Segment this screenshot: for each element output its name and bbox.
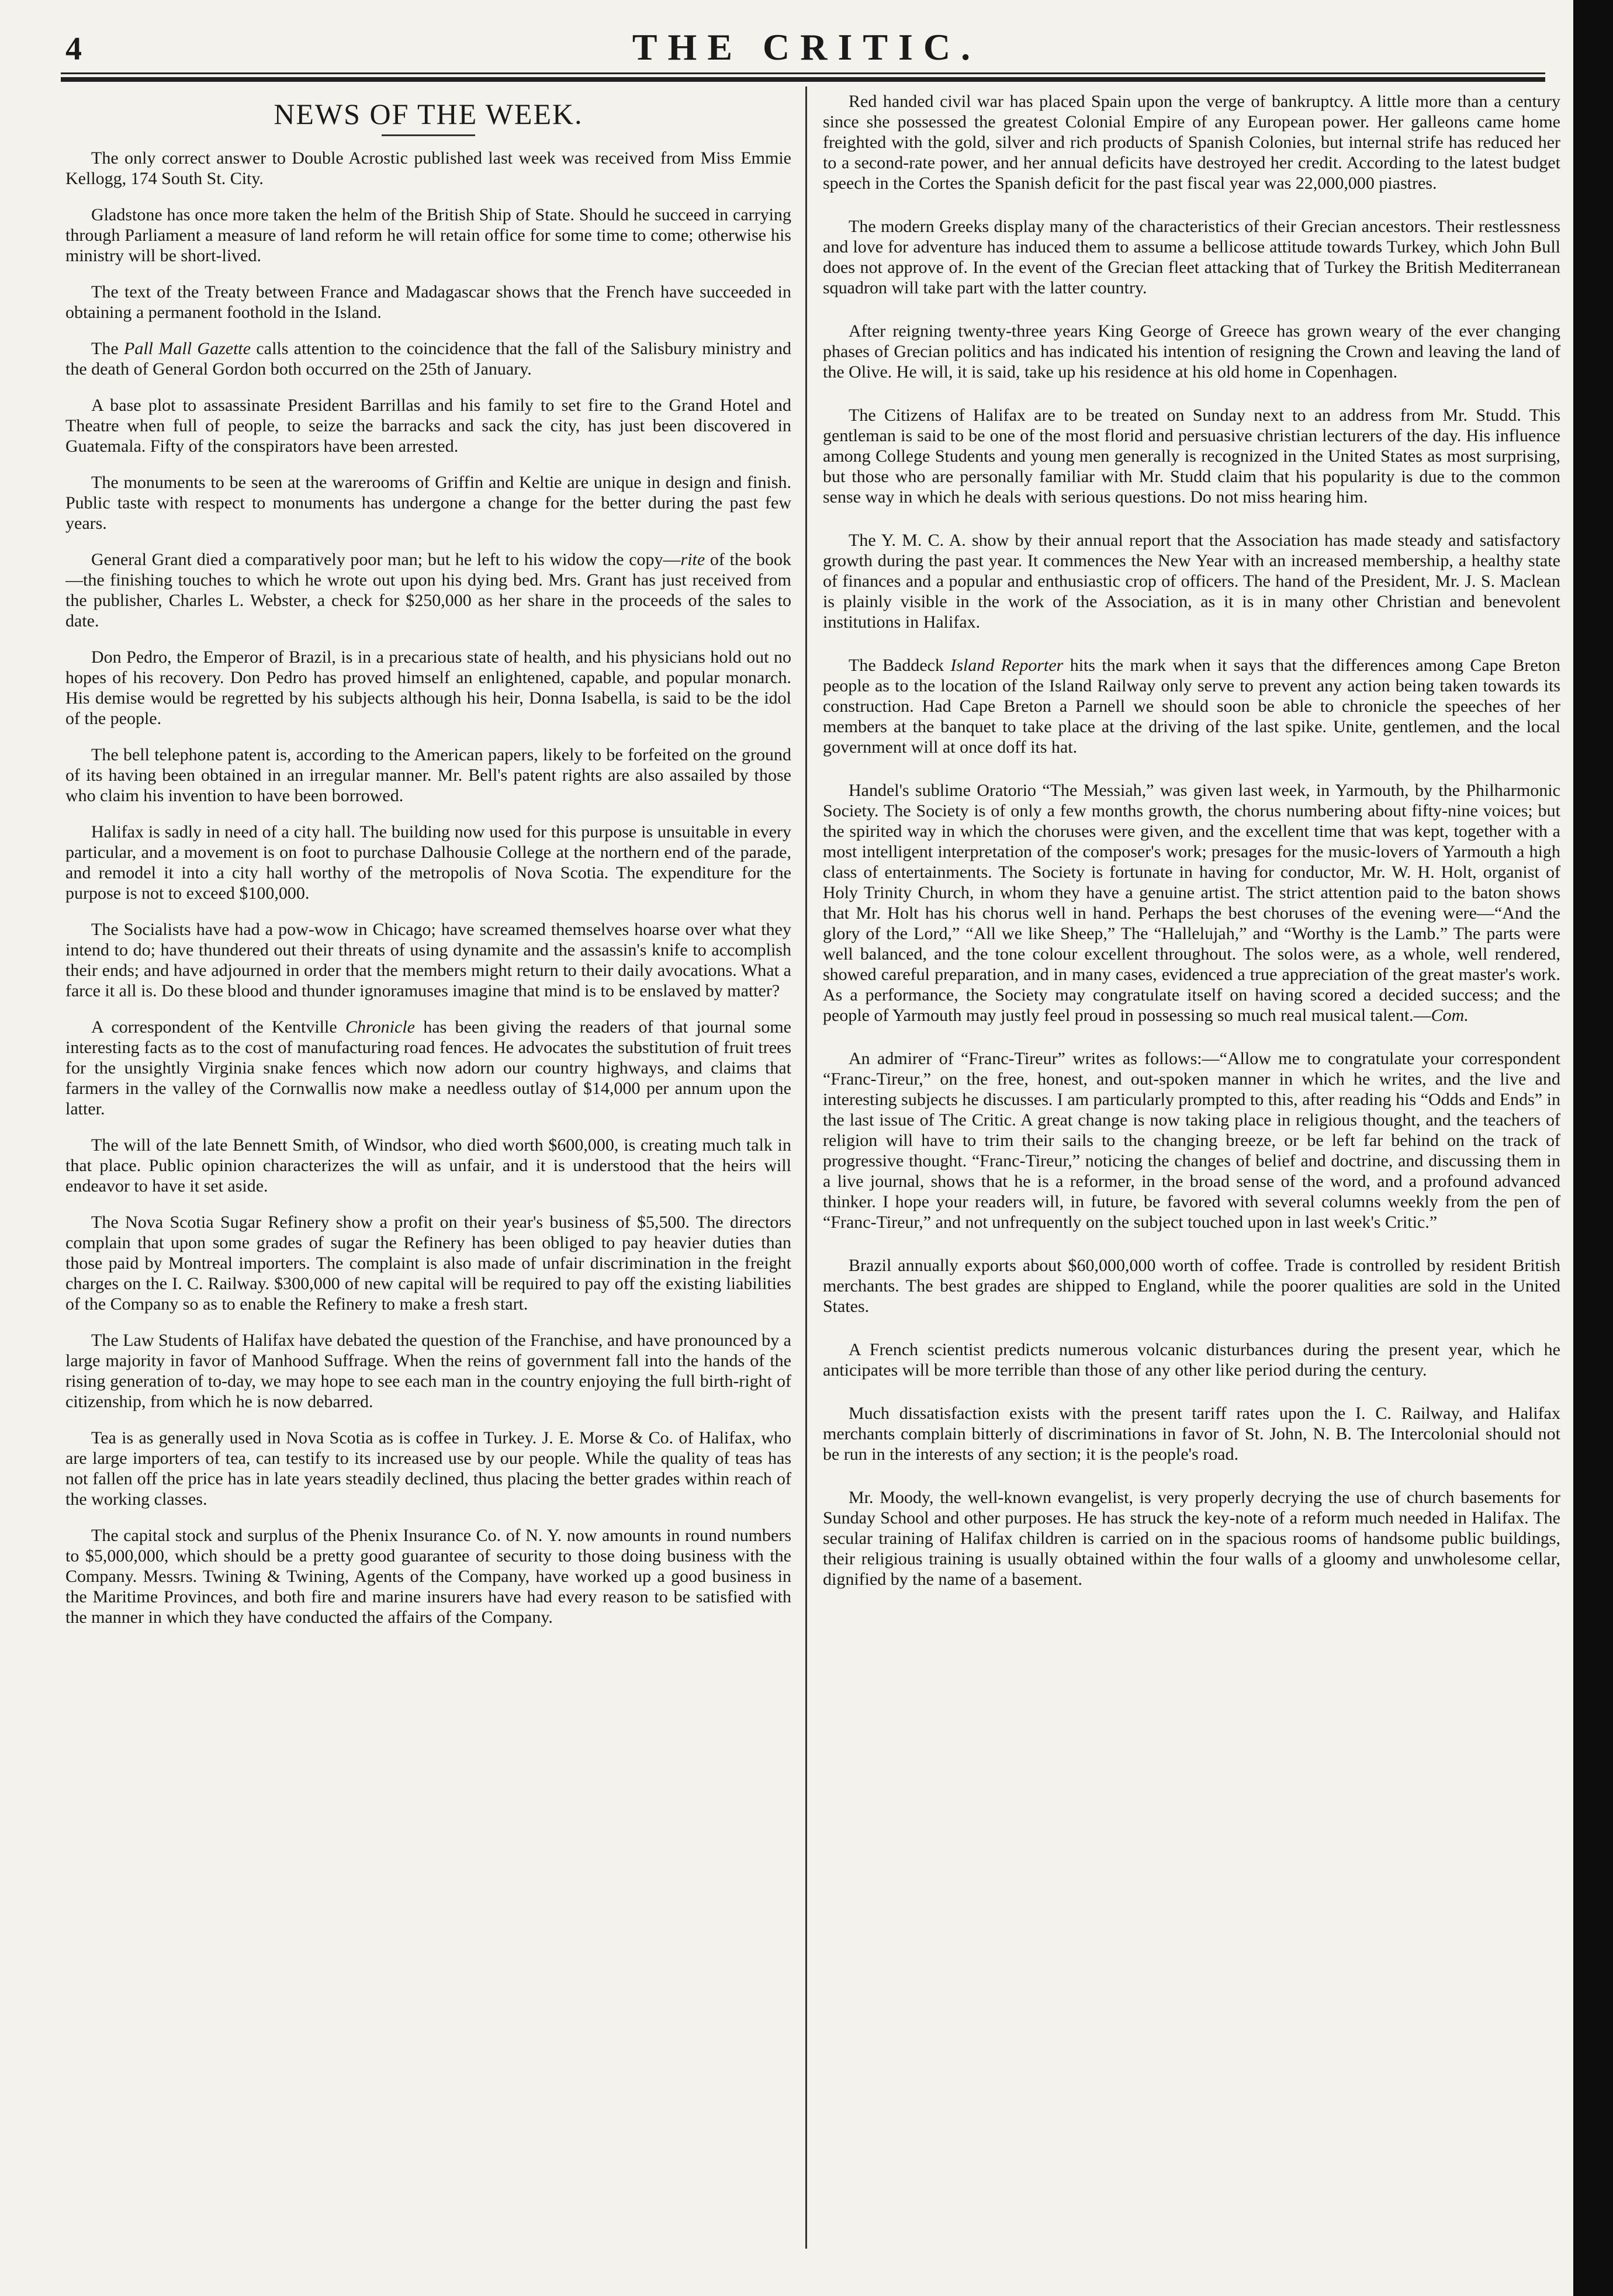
news-item-text: Handel's sublime Oratorio “The Messiah,” was given last week, in Yarmouth, by the Philharmonic Society. The Society is of only a few months growth, the chorus numbering about fifty-nine voices; but the spirited way in which the choruses were given, and the excellent time that was kept, together with a most intelligent interpretation of the composer's work; presages for the music-lovers of Yarmouth a high class of entertainments. The Society is fortunate in having for conductor, Mr. W. H. Holt, organist of Holy Trinity Church, in whom they have a genuine artist. The strict attention paid to the baton shows that Mr. Holt has his chorus well in hand. Perhaps the best choruses of the evening were—“And the glory of the Lord,” “All we like Sheep,” The “Hallelujah,” and “Worthy is the Lamb.” The parts were well balanced, and the tone colour excellent throughout. The solos were, as a whole, well rendered, showed careful preparation, and in many cases, evidenced a true appreciation of the great master's work. As a performance, the Society may congratulate itself on having scored a decided success; and the people of Yarmouth may justly feel proud in possessing so much real musical talent.— [823, 781, 1560, 1025]
news-item-text: calls attention to the coincidence that the fall of the Salisbury ministry and the death of General Gordon both occurred on the 25th of January. [65, 339, 791, 379]
news-item: The will of the late Bennett Smith, of Windsor, who died worth $600,000, is creating much talk in that place. Public opinion characterizes the will as unfair, and it is understood that the heirs will endeavor to have it set aside. [65, 1135, 791, 1196]
news-item: The capital stock and surplus of the Phenix Insurance Co. of N. Y. now amounts in round numbers to $5,000,000, which should be a pretty good guarantee of security to those doing business with the Company. Messrs. Twining & Twining, Agents of the Company, have worked up a good business in the Maritime Provinces, and both fire and marine insurers have had every reason to be satisfied with the manner in which they have conducted the affairs of the Company. [65, 1526, 791, 1627]
news-item [65, 549, 791, 631]
news-item [65, 1017, 791, 1119]
news-item: The Socialists have had a pow-wow in Chicago; have screamed themselves hoarse over what they intend to do; have thundered out their threats of using dynamite and the assassin's knife to accomplish their ends; and have adjourned in order that the members might return to their daily avocations. What a farce it all is. Do these blood and thunder ignoramuses imagine that mind is to be enslaved by matter? [65, 920, 791, 1000]
news-item: The bell telephone patent is, according to the American papers, likely to be forfeited on the ground of its having been obtained in an irregular manner. Mr. Bell's patent rights are also assailed by those who claim his invention to have been borrowed. [65, 745, 791, 805]
news-item-text: The Baddeck [849, 656, 951, 675]
news-item-text: The [91, 339, 124, 358]
news-item [823, 655, 1560, 757]
publication-title: THE CRITIC. [632, 26, 981, 68]
scan-edge-border [1573, 0, 1613, 2296]
news-item: The Citizens of Halifax are to be treated on Sunday next to an address from Mr. Studd. This gentleman is said to be one of the most florid and persuasive christian lecturers of the day. His influence among College Students and young men generally is recognized in the United States as most surprising, but those who are personally familiar with Mr. Studd claim that his popularity is due to the common sense way in which he deals with serious questions. Do not miss hearing him. [823, 406, 1560, 507]
italic-title: Island Reporter [950, 656, 1064, 675]
left-news-items [65, 148, 791, 1627]
news-item [823, 780, 1560, 1026]
masthead-rule-thick [61, 77, 1545, 82]
news-item: Don Pedro, the Emperor of Brazil, is in a precarious state of health, and his physicians hold out no hopes of his recovery. Don Pedro has proved himself an enlightened, capable, and popular monarch. His demise would be regretted by his subjects although his heir, Donna Isabella, is said to be the idol of the people. [65, 647, 791, 728]
news-item: The Law Students of Halifax have debated the question of the Franchise, and have pronounced by a large majority in favor of Manhood Suffrage. When the reins of government fall into the hands of the rising generation of to-day, we may hope to see each man in the country enjoying the full birth-right of citizenship, from which he is now debarred. [65, 1331, 791, 1411]
news-item: A base plot to assassinate President Barrillas and his family to set fire to the Grand Hotel and Theatre when full of people, to seize the barracks and sack the city, has just been discovered in Guatemala. Fifty of the conspirators have been arrested. [65, 396, 791, 456]
news-item: An admirer of “Franc-Tireur” writes as follows:—“Allow me to congratulate your correspondent “Franc-Tireur,” on the free, honest, and out-spoken manner in which he writes, and the live and interesting subjects he discusses. I am particularly prompted to this, after reading his “Odds and Ends” in the last issue of The Critic. A great change is now taking place in religious thought, and the teachers of religion will have to trim their sails to the changing breeze, or be left far behind on the track of progressive thought. “Franc-Tireur,” noticing the changes of belief and doctrine, and discussing them in a live journal, shows that he is a reformer, in the broad sense of the word, and a profound advanced thinker. I hope your readers will, in future, be favored with several columns weekly from the pen of “Franc-Tireur,” and not unfrequently on the subject touched upon in last week's Critic.” [823, 1049, 1560, 1232]
page-number: 4 [65, 31, 82, 67]
news-item: Mr. Moody, the well-known evangelist, is very properly decrying the use of church basements for Sunday School and other purposes. He has struck the key-note of a reform much needed in Halifax. The secular training of Halifax children is carried on in the spacious rooms of handsome public buildings, their religious training is usually obtained within the four walls of a gloomy and unwholesome cellar, dignified by the name of a basement. [823, 1488, 1560, 1589]
italic-title: Pall Mall Gazette [124, 339, 251, 358]
news-item: The only correct answer to Double Acrostic published last week was received from Miss Emmie Kellogg, 174 South St. City. [65, 148, 791, 188]
news-item [65, 338, 791, 379]
news-item: Gladstone has once more taken the helm of the British Ship of State. Should he succeed in carrying through Parliament a measure of land reform he will retain office for some time to come; otherwise his ministry will be short-lived. [65, 205, 791, 265]
news-item: After reigning twenty-three years King George of Greece has grown weary of the ever changing phases of Grecian politics and has indicated his intention of resigning the Crown and leaving the land of the Olive. He will, it is said, take up his residence at his old home in Copenhagen. [823, 321, 1560, 382]
news-item-text: A correspondent of the Kentville [91, 1017, 346, 1037]
news-item-text: has been giving the readers of that journal some interesting facts as to the cost of manufacturing road fences. He advocates the substitution of fruit trees for the unsightly Virginia snake fences which now adorn our country highways, and claims that farmers in the valley of the Cornwallis now make a needless outlay of $14,000 per annum upon the latter. [65, 1017, 791, 1118]
news-item-text: General Grant died a comparatively poor man; but he left to his widow the copy— [91, 550, 681, 569]
section-heading: NEWS OF THE WEEK. [274, 98, 583, 130]
news-item: Tea is as generally used in Nova Scotia as is coffee in Turkey. J. E. Morse & Co. of Halifax, who are large importers of tea, can testify to its increased use by our people. While the quality of teas has not fallen off the price has in late years steadily declined, thus placing the better grades within reach of the working classes. [65, 1428, 791, 1509]
column-divider [805, 86, 807, 2249]
news-item: Red handed civil war has placed Spain upon the verge of bankruptcy. A little more than a century since she possessed the greatest Colonial Empire of any European power. Her galleons came home freighted with the gold, silver and rich products of Spanish Colonies, but internal strife has reduced her to a second-rate power, and her annual deficits have destroyed her credit. According to the latest budget speech in the Cortes the Spanish deficit for the past fiscal year was 22,000,000 piastres. [823, 92, 1560, 193]
italic-title: rite [680, 550, 705, 569]
news-item: Halifax is sadly in need of a city hall. The building now used for this purpose is unsuitable in every particular, and a movement is on foot to purchase Dalhousie College at the northern end of the parade, and remodel it into a city hall worthy of the metropolis of Nova Scotia. The expenditure for the purpose is not to exceed $100,000. [65, 822, 791, 903]
news-item: The monuments to be seen at the warerooms of Griffin and Keltie are unique in design and finish. Public taste with respect to monuments has undergone a change for the better during the past few years. [65, 473, 791, 533]
news-item: Brazil annually exports about $60,000,000 worth of coffee. Trade is controlled by resident British merchants. The best grades are shipped to England, while the poorer qualities are sold in the United States. [823, 1256, 1560, 1316]
news-item: Much dissatisfaction exists with the present tariff rates upon the I. C. Railway, and Halifax merchants complain bitterly of discriminations in favor of St. John, N. B. The Intercolonial should not be run in the interests of any section; it is the people's road. [823, 1404, 1560, 1464]
news-item: The text of the Treaty between France and Madagascar shows that the French have succeeded in obtaining a permanent foothold in the Island. [65, 282, 791, 322]
heading-rule [382, 134, 475, 136]
left-column [65, 91, 791, 2265]
italic-title: Com. [1431, 1006, 1469, 1025]
news-item: The Y. M. C. A. show by their annual report that the Association has made steady and satisfactory growth during the past year. It commences the New Year with an increased membership, a healthy state of finances and a popular and enthusiastic crop of officers. The hand of the President, Mr. J. S. Maclean is plainly visible in the work of the Association, as it is in many other Christian and benevolent institutions in Halifax. [823, 531, 1560, 632]
news-item: A French scientist predicts numerous volcanic disturbances during the present year, which he anticipates will be more terrible than those of any other like period during the century. [823, 1340, 1560, 1380]
news-item: The modern Greeks display many of the characteristics of their Grecian ancestors. Their restlessness and love for adventure has induced them to assume a bellicose attitude towards Turkey, which John Bull does not approve of. In the event of the Grecian fleet attacking that of Turkey the British Mediterranean squadron will take part with the latter country. [823, 217, 1560, 297]
masthead-rule-thin [61, 72, 1545, 74]
italic-title: Chronicle [345, 1017, 415, 1037]
right-news-items [823, 91, 1560, 1589]
news-item: The Nova Scotia Sugar Refinery show a profit on their year's business of $5,500. The directors complain that upon some grades of sugar the Refinery has been obliged to pay heavier duties than those paid by Montreal importers. The complaint is also made of unfair discrimination in the freight charges on the I. C. Railway. $300,000 of new capital will be required to pay off the existing liabilities of the Company so as to enable the Refinery to make a fresh start. [65, 1213, 791, 1314]
right-column [823, 91, 1560, 2265]
news-item-text: of the book—the finishing touches to which he wrote out upon his dying bed. Mrs. Grant has just received from the publisher, Charles L. Webster, a check for $250,000 as her share in the proceeds of the sales to date. [65, 550, 791, 631]
news-item-text: hits the mark when it says that the differences among Cape Breton people as to the location of the Island Railway only serve to prevent any action being taken towards its construction. Had Cape Breton a Parnell we should soon be able to chronicle the speeches of her members at the banquet to take place at the driving of the last spike. Unite, gentlemen, and the local government will at once doff its hat. [823, 656, 1560, 757]
